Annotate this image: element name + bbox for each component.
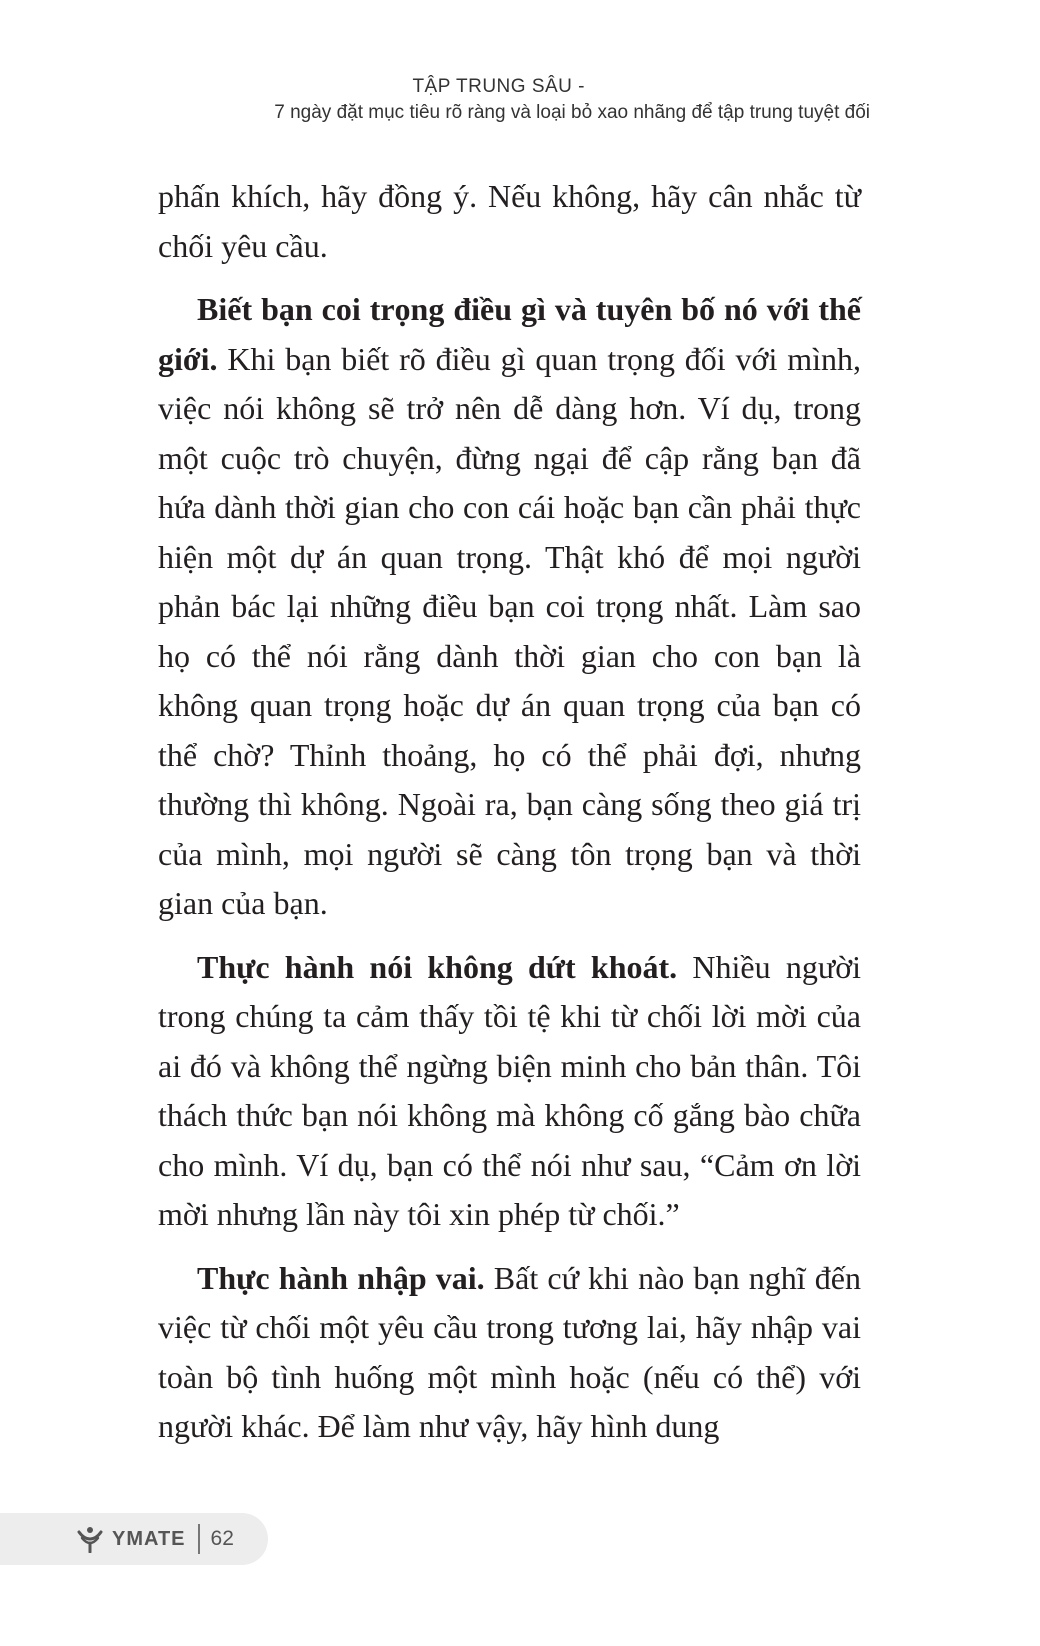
brand-name: YMATE bbox=[112, 1527, 186, 1550]
page-body bbox=[158, 172, 861, 1452]
paragraph-heading: Thực hành nói không dứt khoát. bbox=[197, 948, 678, 985]
paragraph-continued: phấn khích, hãy đồng ý. Nếu không, hãy cân nhắc từ chối yêu cầu. bbox=[158, 178, 861, 264]
paragraph-text: Khi bạn biết rõ điều gì quan trọng đối với mình, việc nói không sẽ trở nên dễ dàng hơn. Ví dụ, trong một cuộc trò chuyện, đừng ngại để cập rằng bạn đã hứa dành thời gian cho con cái hoặc bạn cần phải thực hiện một dự án quan trọng. Thật khó để mọi người phản bác lại những điều bạn coi trọng nhất. Làm sao họ có thể nói rằng dành thời gian cho con bạn là không quan trọng hoặc dự án quan trọng của bạn có thể chờ? Thỉnh thoảng, họ có thể phải đợi, nhưng thường thì không. Ngoài ra, bạn càng sống theo giá trị của mình, mọi người sẽ càng tôn trọng bạn và thời gian của bạn. bbox=[158, 340, 861, 921]
footer-divider bbox=[198, 1524, 200, 1554]
paragraph-heading: Thực hành nhập vai. bbox=[197, 1259, 485, 1296]
paragraph bbox=[158, 1254, 861, 1452]
paragraph-text: Bất cứ khi nào bạn nghĩ đến việc từ chối một yêu cầu trong tương lai, hãy nhập vai toàn bộ tình huống một mình hoặc (nếu có thể) với người khác. Để làm như vậy, hãy hình dung bbox=[158, 1259, 861, 1444]
book-title: TẬP TRUNG SÂU - bbox=[412, 76, 585, 97]
running-header bbox=[0, 74, 1040, 126]
page-footer bbox=[0, 1513, 268, 1565]
paragraph-text: Nhiều người trong chúng ta cảm thấy tồi tệ khi từ chối lời mời của ai đó và không thể ngừng biện minh cho bản thân. Tôi thách thức bạn nói không mà không cố gắng bào chữa cho mình. Ví dụ, bạn có thể nói như sau, “Cảm ơn lời mời nhưng lần này tôi xin phép từ chối.” bbox=[158, 948, 862, 1232]
book-subtitle: 7 ngày đặt mục tiêu rõ ràng và loại bỏ xao nhãng để tập trung tuyệt đối bbox=[274, 102, 870, 123]
page-number: 62 bbox=[210, 1527, 234, 1550]
paragraph bbox=[158, 285, 861, 929]
paragraph-heading: Biết bạn coi trọng điều gì và tuyên bố nó với thế giới. bbox=[158, 291, 861, 377]
ymate-logo-icon bbox=[76, 1525, 104, 1553]
paragraph bbox=[158, 943, 861, 1240]
